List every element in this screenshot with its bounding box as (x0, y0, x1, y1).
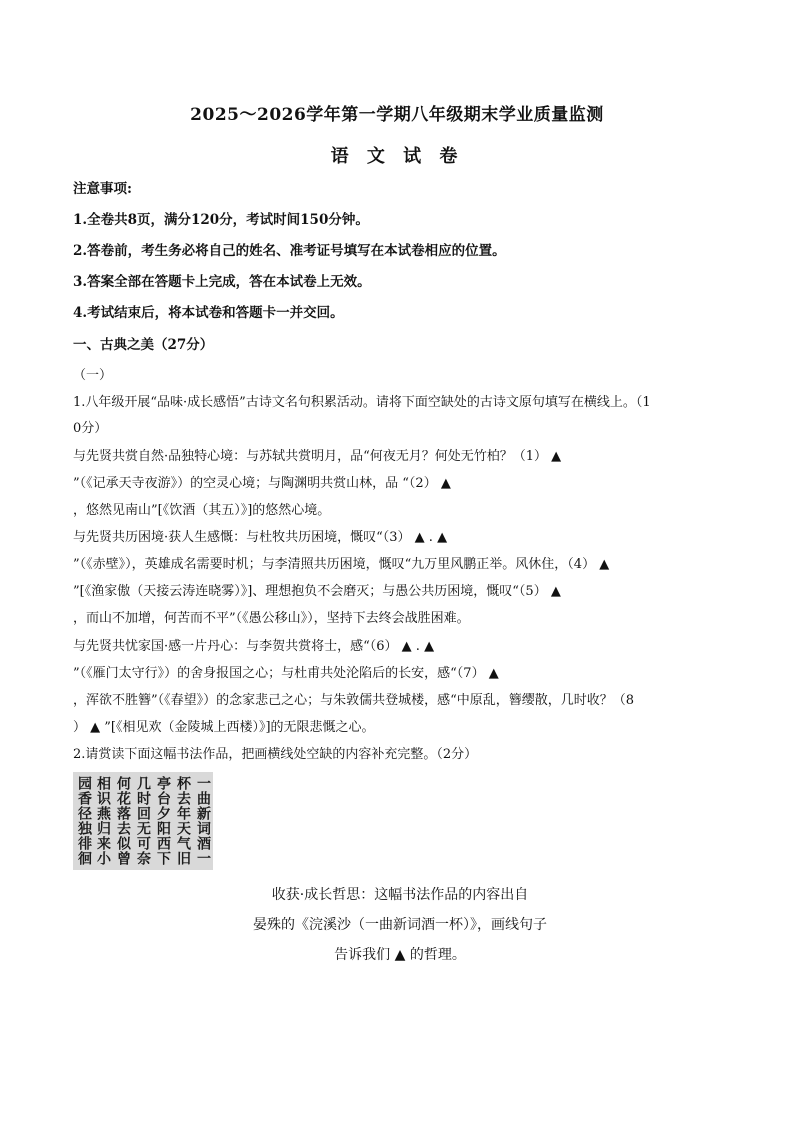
calligraphy-column: 一曲新词酒一 (195, 776, 211, 866)
question-line: ，而山不加增，何苦而不平”（《愚公移山》），坚持下去终会战胜困难。 (73, 611, 470, 626)
caption-line: 收获·成长哲思：这幅书法作品的内容出自 (271, 887, 529, 903)
calligraphy-column: 几时回无可奈 (135, 776, 151, 866)
notice-item: 4.考试结束后，将本试卷和答题卡一并交回。 (73, 305, 344, 321)
exam-title: 2025～2026学年第一学期八年级期末学业质量监测 (190, 105, 604, 125)
question-line: 与先贤共赏自然·品独特心境：与苏轼共赏明月，品“何夜无月？何处无竹柏？（1） ▲ (73, 449, 562, 464)
question-line: ”（《雁门太守行》）的舍身报国之心；与杜甫共处沦陷后的长安，感“（7） ▲ (73, 666, 499, 681)
question-line: 与先贤共历困境·获人生感慨：与杜牧共历困境，慨叹“（3） ▲ . ▲ (73, 530, 448, 545)
calligraphy-column: 何花落去似曾 (115, 776, 131, 866)
exam-subtitle: 语 文 试 卷 (330, 146, 464, 167)
question-line: 1.八年级开展“品味·成长感悟”古诗文名句积累活动。请将下面空缺处的古诗文原句填写在横线上。（1 (73, 395, 651, 410)
caption-line: 晏殊的《浣溪沙（一曲新词酒一杯）》，画线句子 (253, 917, 547, 933)
question-line: 0分） (73, 421, 108, 436)
calligraphy-column: 园香径独徘徊 (76, 776, 92, 866)
question-line: ，悠然见南山”[《饮酒（其五）》]的悠然心境。 (73, 503, 331, 518)
caption-line: 告诉我们 ▲ 的哲理。 (334, 947, 466, 963)
section-heading: 一、古典之美（27分） (73, 337, 214, 353)
question-line: 与先贤共忧家国·感一片丹心：与李贺共赏将士，感“（6） ▲ . ▲ (73, 639, 435, 654)
notice-item: 3.答案全部在答题卡上完成，答在本试卷上无效。 (73, 274, 371, 290)
calligraphy-column: 相识燕归来小 (95, 776, 111, 866)
question-line: ） ▲ ”[《相见欢（金陵城上西楼）》]的无限悲慨之心。 (73, 720, 375, 735)
notice-item: 1.全卷共8页，满分120分，考试时间150分钟。 (73, 212, 369, 228)
calligraphy-image (73, 772, 213, 870)
question-line: ”[《渔家傲（天接云涛连晓雾）》]、理想抱负不会磨灭；与愚公共历困境，慨叹“（5） ▲ (73, 584, 561, 599)
question-line: ”（《记承天寺夜游》）的空灵心境；与陶渊明共赏山林，品 “（2） ▲ (73, 476, 451, 491)
notice-heading: 注意事项: (73, 181, 132, 197)
question-line: ”（《赤壁》），英雄成名需要时机；与李清照共历困境，慨叹“九万里风鹏正举。风休住，（4） ▲ (73, 557, 610, 572)
calligraphy-column: 亭台夕阳西下 (155, 776, 171, 866)
calligraphy-column: 杯去年天气旧 (175, 776, 191, 866)
question-2: 2.请赏读下面这幅书法作品，把画横线处空缺的内容补充完整。（2分） (73, 747, 478, 762)
notice-item: 2.答卷前，考生务必将自己的姓名、准考证号填写在本试卷相应的位置。 (73, 243, 506, 259)
part-label: （一） (73, 368, 113, 383)
question-line: ，浑欲不胜簪”（《春望》）的念家悲己之心；与朱敦儒共登城楼，感“中原乱，簪缨散，几时收？（8 (73, 693, 635, 708)
